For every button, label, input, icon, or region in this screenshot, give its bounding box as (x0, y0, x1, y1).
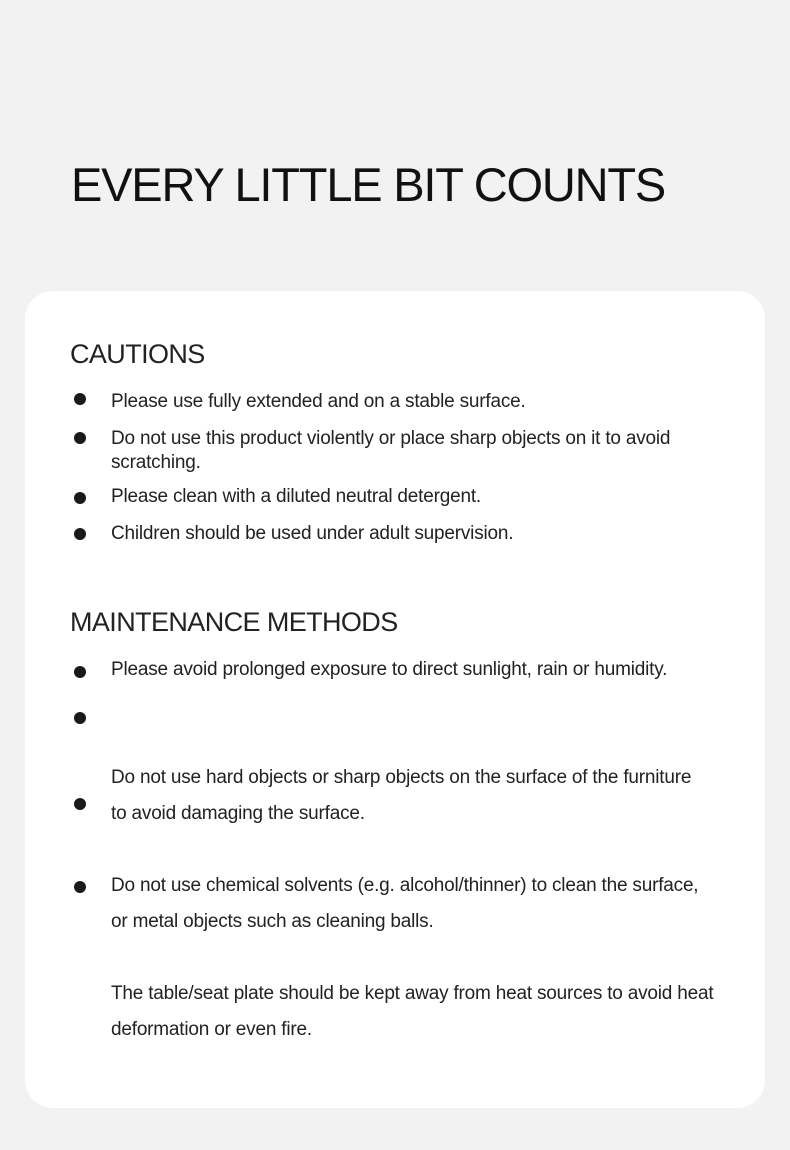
maintenance-title: MAINTENANCE METHODS (70, 607, 398, 637)
caution-item-3: Please clean with a diluted neutral detergent. (111, 486, 481, 507)
bullet-icon (74, 393, 86, 405)
page-headline: EVERY LITTLE BIT COUNTS (71, 158, 666, 211)
bullet-icon (74, 712, 86, 724)
caution-item-1: Please use fully extended and on a stable surface. (111, 391, 526, 412)
bullet-icon (74, 432, 86, 444)
cautions-title: CAUTIONS (70, 339, 205, 369)
bullet-icon (74, 492, 86, 504)
info-card (25, 291, 765, 1108)
bullet-icon (74, 798, 86, 810)
maintenance-item-2: Do not use hard objects or sharp objects on the surface of the furniture to avoid damaging the surface. (111, 767, 692, 824)
caution-item-4: Children should be used under adult supervision. (111, 523, 514, 544)
caution-item-2: Do not use this product violently or place sharp objects on it to avoid scratching. (111, 428, 671, 473)
bullet-icon (74, 881, 86, 893)
maintenance-item-1: Please avoid prolonged exposure to direct sunlight, rain or humidity. (111, 659, 668, 680)
maintenance-item-3: Do not use chemical solvents (e.g. alcohol/thinner) to clean the surface, or metal objects such as cleaning balls. (111, 875, 699, 932)
bullet-icon (74, 666, 86, 678)
bullet-icon (74, 528, 86, 540)
maintenance-item-4: The table/seat plate should be kept away from heat sources to avoid heat deformation or even fire. (111, 983, 714, 1040)
